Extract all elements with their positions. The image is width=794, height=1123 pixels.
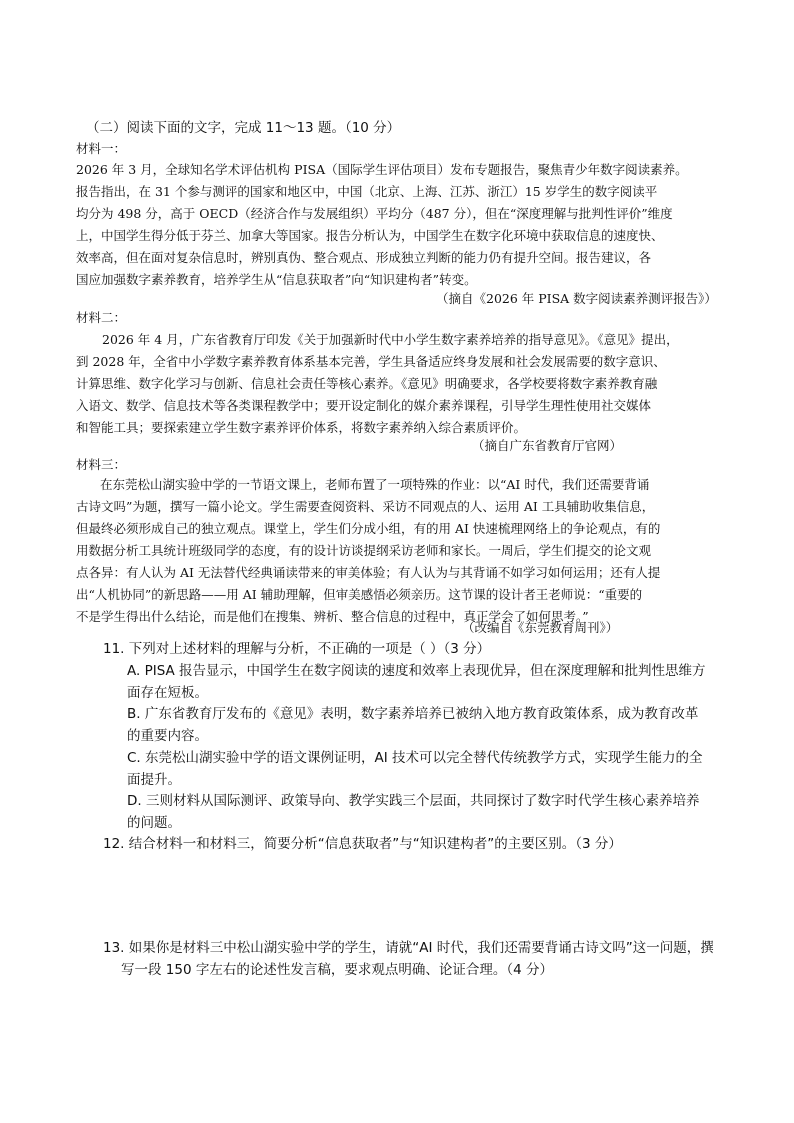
material3-line: 用数据分析工具统计班级同学的态度，有的设计访谈提纲采访老师和家长。一周后，学生们提交的论文观 [76, 543, 652, 558]
material3-line: 在东莞松山湖实验中学的一节语文课上，老师布置了一项特殊的作业：以“AI 时代，我们还需要背诵 [100, 477, 650, 492]
material1-line: 效率高，但在面对复杂信息时，辨别真伪、整合观点、形成独立判断的能力仍有提升空间。报告建议，各 [76, 250, 652, 265]
material1-label: 材料一： [76, 141, 127, 156]
material2-line: 2026 年 4 月，广东省教育厅印发《关于加强新时代中小学生数字素养培养的指导意见》。《意见》提出， [102, 332, 679, 347]
question-13-stem-continued: 写一段 150 字左右的论述性发言稿，要求观点明确、论证合理。（4 分） [121, 962, 553, 978]
question-11-stem: 11. 下列对上述材料的理解与分析，不正确的一项是（ ）（3 分） [103, 641, 491, 657]
option-a: A. PISA 报告显示，中国学生在数字阅读的速度和效率上表现优异，但在深度理解和批判性思维方 [127, 663, 706, 679]
material3-label: 材料三： [76, 457, 127, 472]
material3-line: 但最终必须形成自己的独立观点。课堂上，学生们分成小组，有的用 AI 快速梳理网络上的争论观点，有的 [76, 521, 661, 536]
option-a-continued: 面存在短板。 [127, 685, 208, 701]
material3-line: 点各异：有人认为 AI 无法替代经典诵读带来的审美体验；有人认为与其背诵不如学习如何运用；还有人提 [76, 565, 661, 580]
material2-line: 和智能工具；要探索建立学生数字素养评价体系，将数字素养纳入综合素质评价。 [76, 420, 527, 435]
material2-line: 计算思维、数字化学习与创新、信息社会责任等核心素养。《意见》明确要求，各学校要将数字素养教育融 [76, 376, 658, 391]
material2-line: 入语文、数学、信息技术等各类课程教学中；要开设定制化的媒介素养课程，引导学生理性使用社交媒体 [76, 398, 652, 413]
option-b-continued: 的重要内容。 [127, 728, 208, 744]
material2-label: 材料二： [76, 310, 127, 325]
material2-line: 到 2028 年，全省中小学数字素养教育体系基本完善，学生具备适应终身发展和社会发展需要的数字意识、 [76, 354, 666, 369]
material1-line: 国应加强数字素养教育，培养学生从“信息获取者”向“知识建构者”转变。 [76, 272, 477, 287]
material1-line: 均分为 498 分，高于 OECD（经济合作与发展组织）平均分（487 分），但在“深度理解与批判性评价”维度 [76, 206, 673, 221]
material3-line: 出“人机协同”的新思路——用 AI 辅助理解，但审美感悟必须亲历。这节课的设计者王老师说：“重要的 [76, 587, 643, 602]
material1-line: 上，中国学生得分低于芬兰、加拿大等国家。报告分析认为，中国学生在数字化环境中获取信息的速度快、 [76, 228, 664, 243]
material2-source: （摘自广东省教育厅官网） [472, 438, 623, 453]
section-heading: （二）阅读下面的文字，完成 11～13 题。（10 分） [86, 120, 401, 136]
material3-line: 不是学生得出什么结论，而是他们在搜集、辨析、整合信息的过程中，真正学会了如何思考。” [76, 609, 589, 624]
question-12-stem: 12. 结合材料一和材料三，简要分析“信息获取者”与“知识建构者”的主要区别。（3 分） [103, 836, 622, 852]
option-b: B. 广东省教育厅发布的《意见》表明，数字素养培养已被纳入地方教育政策体系，成为教育改革 [127, 706, 699, 722]
option-c: C. 东莞松山湖实验中学的语文课例证明，AI 技术可以完全替代传统教学方式，实现学生能力的全 [127, 750, 703, 766]
option-d: D. 三则材料从国际测评、政策导向、教学实践三个层面，共同探讨了数字时代学生核心素养培养 [127, 793, 700, 809]
question-13-stem: 13. 如果你是材料三中松山湖实验中学的学生，请就“AI 时代，我们还需要背诵古诗文吗”这一问题，撰 [103, 940, 714, 956]
material1-line: 2026 年 3 月，全球知名学术评估机构 PISA（国际学生评估项目）发布专题报告，聚焦青少年数字阅读素养。 [76, 162, 688, 177]
option-d-continued: 的问题。 [127, 815, 181, 831]
material3-line: 古诗文吗”为题，撰写一篇小论文。学生需要查阅资料、采访不同观点的人、运用 AI 工具辅助收集信息， [76, 499, 655, 514]
option-c-continued: 面提升。 [127, 772, 181, 788]
material1-line: 报告指出，在 31 个参与测评的国家和地区中，中国（北京、上海、江苏、浙江）15 岁学生的数字阅读平 [76, 184, 658, 199]
material1-source: （摘自《2026 年 PISA 数字阅读素养测评报告》） [436, 291, 717, 306]
material3-source: （改编自《东莞教育周刊》） [462, 620, 619, 635]
